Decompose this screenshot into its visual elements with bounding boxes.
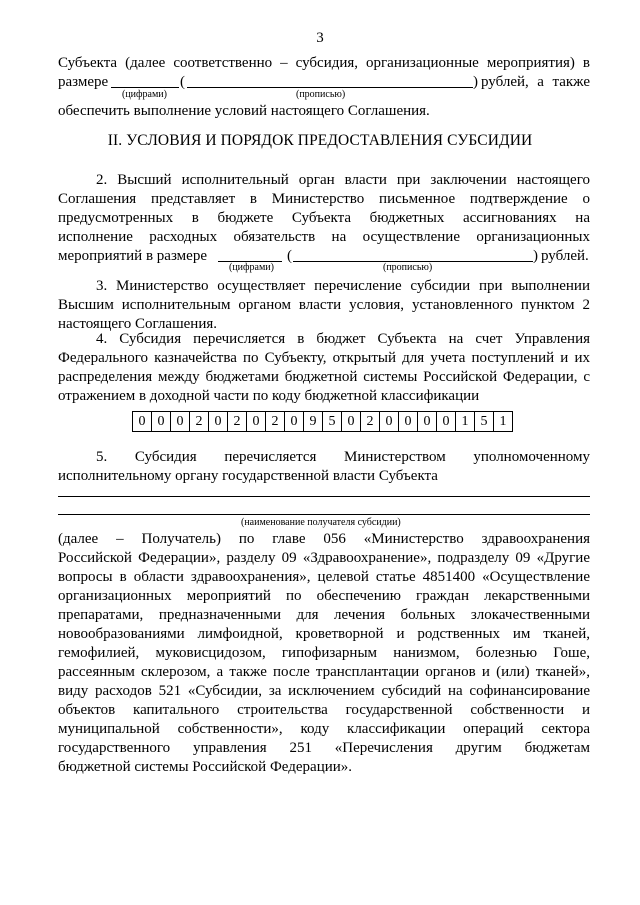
- amount-digits-blank[interactable]: [111, 87, 179, 88]
- code-digit: 5: [475, 412, 494, 431]
- p5-body-line: новообразованиями лимфоидной, кроветворной и родственных им тканей,: [58, 626, 590, 642]
- caption-digits: (цифрами): [122, 89, 167, 100]
- p5-body-line: организационных мероприятий по обеспечению граждан лекарственными: [58, 588, 590, 604]
- code-digit: 0: [209, 412, 228, 431]
- intro-line-1: Субъекта (далее соответственно – субсидия, организационные мероприятия) в: [58, 55, 590, 71]
- p5-body-line: Российской Федерации», разделу 09 «Здравоохранение», подразделу 09 «Другие: [58, 550, 590, 566]
- code-digit: 0: [247, 412, 266, 431]
- p5-body-line: муниципальной собственности», коду классификации операций сектора: [58, 721, 590, 737]
- code-digit: 0: [437, 412, 456, 431]
- p5-line: исполнительному органу государственной власти Субъекта: [58, 468, 438, 484]
- p2-paren-open: (: [287, 248, 292, 264]
- p5-line: 5. Субсидия перечисляется Министерством уполномоченному: [96, 449, 590, 465]
- p5-body-line: государственного управления 251 «Перечисления другим бюджетам: [58, 740, 590, 756]
- page-number: 3: [316, 30, 324, 46]
- code-digit: 1: [499, 414, 507, 429]
- caption-recipient: (наименование получателя субсидии): [241, 517, 401, 528]
- p2-line: предусмотренных в бюджете Субъекта бюджетных ассигнованиях на: [58, 210, 590, 226]
- intro-paren-close: ): [473, 74, 478, 90]
- p4-line: 4. Субсидия перечисляется в бюджет Субъекта на счет Управления: [96, 331, 590, 347]
- code-digit: 2: [266, 412, 285, 431]
- p5-body-line: рассеянным склерозом, а также после трансплантации органов и (или) тканей»,: [58, 664, 590, 680]
- p5-body-last-line: бюджетной системы Российской Федерации».: [58, 759, 353, 775]
- code-digit: 9: [304, 412, 323, 431]
- code-digit: 5: [323, 412, 342, 431]
- budget-code-boxes: [132, 411, 513, 432]
- p5-body-line: объектов капитального строительства государственной собственности и: [58, 702, 590, 718]
- amount-words-blank[interactable]: [187, 87, 473, 88]
- intro-size-label: размере: [58, 74, 109, 90]
- p2-caption-digits: (цифрами): [229, 262, 274, 273]
- caption-words: (прописью): [296, 89, 346, 100]
- intro-paren-open: (: [180, 74, 185, 90]
- code-digit: 0: [285, 412, 304, 431]
- p4-line: отражением в доходной части по коду бюджетной классификации: [58, 388, 480, 404]
- p5-body-line: (далее – Получатель) по главе 056 «Министерство здравоохранения: [58, 531, 590, 547]
- p3-line: 3. Министерство осуществляет перечисление субсидии при выполнении: [96, 278, 590, 294]
- code-digit: 0: [399, 412, 418, 431]
- recipient-name-blank-2[interactable]: [58, 514, 590, 515]
- p2-line: Соглашения представляет в Министерство письменное подтверждение о: [58, 191, 590, 207]
- code-digit: 0: [342, 412, 361, 431]
- code-digit: 0: [418, 412, 437, 431]
- p4-line: Федерального казначейства по Субъекту, открытый для учета поступлений и их: [58, 350, 590, 366]
- p2-paren-close: ): [533, 248, 538, 264]
- p3-line: настоящего Соглашения.: [58, 316, 218, 332]
- p2-line: 2. Высший исполнительный орган власти при заключении настоящего: [96, 172, 590, 188]
- p5-body-line: препаратами, предназначенными для лечения больных злокачественными: [58, 607, 590, 623]
- p2-size-label: мероприятий в размере: [58, 248, 207, 264]
- section-heading: II. УСЛОВИЯ И ПОРЯДОК ПРЕДОСТАВЛЕНИЯ СУБСИДИИ: [107, 132, 533, 149]
- intro-rubles-also: рублей, а также: [481, 74, 590, 90]
- code-digit: 0: [152, 412, 171, 431]
- code-digit: 0: [380, 412, 399, 431]
- intro-line-3: обеспечить выполнение условий настоящего Соглашения.: [58, 103, 430, 119]
- code-digit: 2: [228, 412, 247, 431]
- p5-body-line: вопросы в области здравоохранения», целевой статье 4851400 «Осуществление: [58, 569, 590, 585]
- recipient-name-blank-1[interactable]: [58, 496, 590, 497]
- p2-rubles: рублей.: [541, 248, 589, 264]
- code-digit: 2: [190, 412, 209, 431]
- code-digit: 1: [456, 412, 475, 431]
- p4-line: распределения между бюджетами бюджетной системы Российской Федерации, с: [58, 369, 590, 385]
- p5-body-line: виду расходов 521 «Субсидии, за исключением субсидий на софинансирование: [58, 683, 590, 699]
- p5-body-line: гемофилией, муковисцидозом, гипофизарным нанизмом, болезнью Гоше,: [58, 645, 590, 661]
- p3-line: Высшим исполнительным органом власти условия, установленного пунктом 2: [58, 297, 590, 313]
- p2-line: исполнение расходных обязательств на осуществление организационных: [58, 229, 590, 245]
- p2-caption-words: (прописью): [383, 262, 433, 273]
- code-digit: 0: [133, 412, 152, 431]
- code-digit: 2: [361, 412, 380, 431]
- code-digit: 0: [171, 412, 190, 431]
